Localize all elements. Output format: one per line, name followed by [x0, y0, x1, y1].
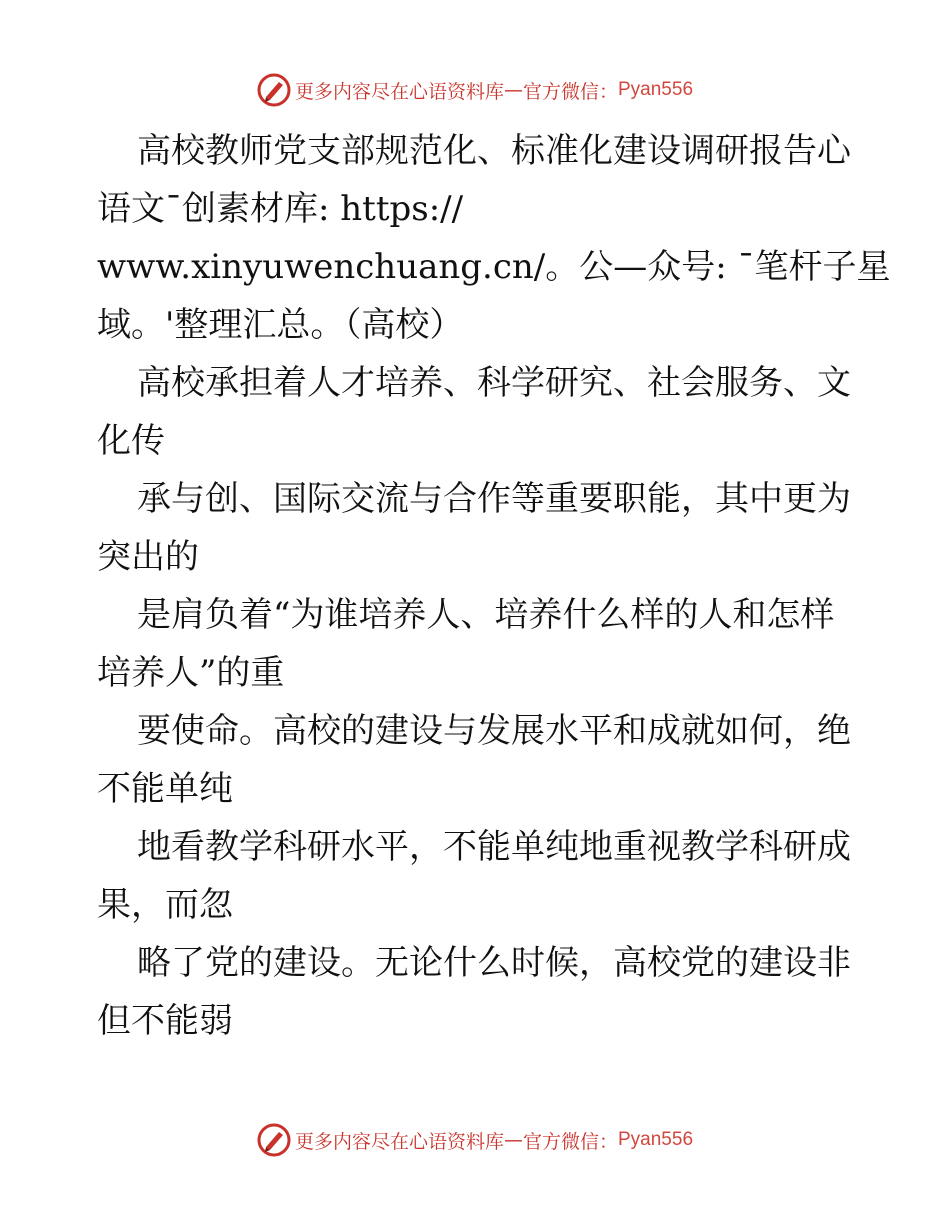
text-line: 高校教师党支部规范化、标准化建设调研报告心: [137, 131, 851, 171]
text-line: 略了党的建设。无论什么时候，高校党的建设非: [137, 943, 851, 983]
text-line: 语文¯创素材库: https://: [97, 189, 464, 229]
header-banner: [0, 70, 950, 110]
banner-site-text: 更多内容尽在心语资料库: [294, 1130, 504, 1153]
text-line: 培养人”的重: [97, 653, 285, 693]
document-body: [97, 122, 891, 1050]
banner-separator: —: [503, 1129, 523, 1151]
banner-account-label: 官方微信：: [522, 80, 618, 103]
text-line: 不能单纯: [97, 769, 233, 809]
text-line: 地看教学科研水平，不能单纯地重视教学科研成: [137, 827, 851, 867]
text-line: 承与创、国际交流与合作等重要职能，其中更为: [137, 479, 851, 519]
text-line: 高校承担着人才培养、科学研究、社会服务、文: [137, 363, 851, 403]
text-line: 果，而忽: [97, 885, 233, 925]
text-line: 要使命。高校的建设与发展水平和成就如何，绝: [137, 711, 851, 751]
text-line: 化传: [97, 421, 165, 461]
banner-account-label: 官方微信：: [522, 1130, 618, 1153]
footer-banner: [0, 1120, 950, 1160]
text-line: 域。'整理汇总。（高校）: [97, 305, 464, 345]
pen-seal-icon: [257, 1123, 291, 1157]
text-line: 是肩负着“为谁培养人、培养什么样的人和怎样: [137, 595, 835, 635]
banner-separator: —: [503, 79, 523, 101]
banner-account-id: Pyan556: [618, 79, 694, 100]
text-line: 但不能弱: [97, 1001, 233, 1041]
banner-account-id: Pyan556: [618, 1129, 694, 1150]
banner-site-text: 更多内容尽在心语资料库: [294, 80, 504, 103]
pen-seal-icon: [257, 73, 291, 107]
text-line: 突出的: [97, 537, 199, 577]
text-line: www.xinyuwenchuang.cn/。公—众号: ¯笔杆子星: [97, 247, 891, 287]
